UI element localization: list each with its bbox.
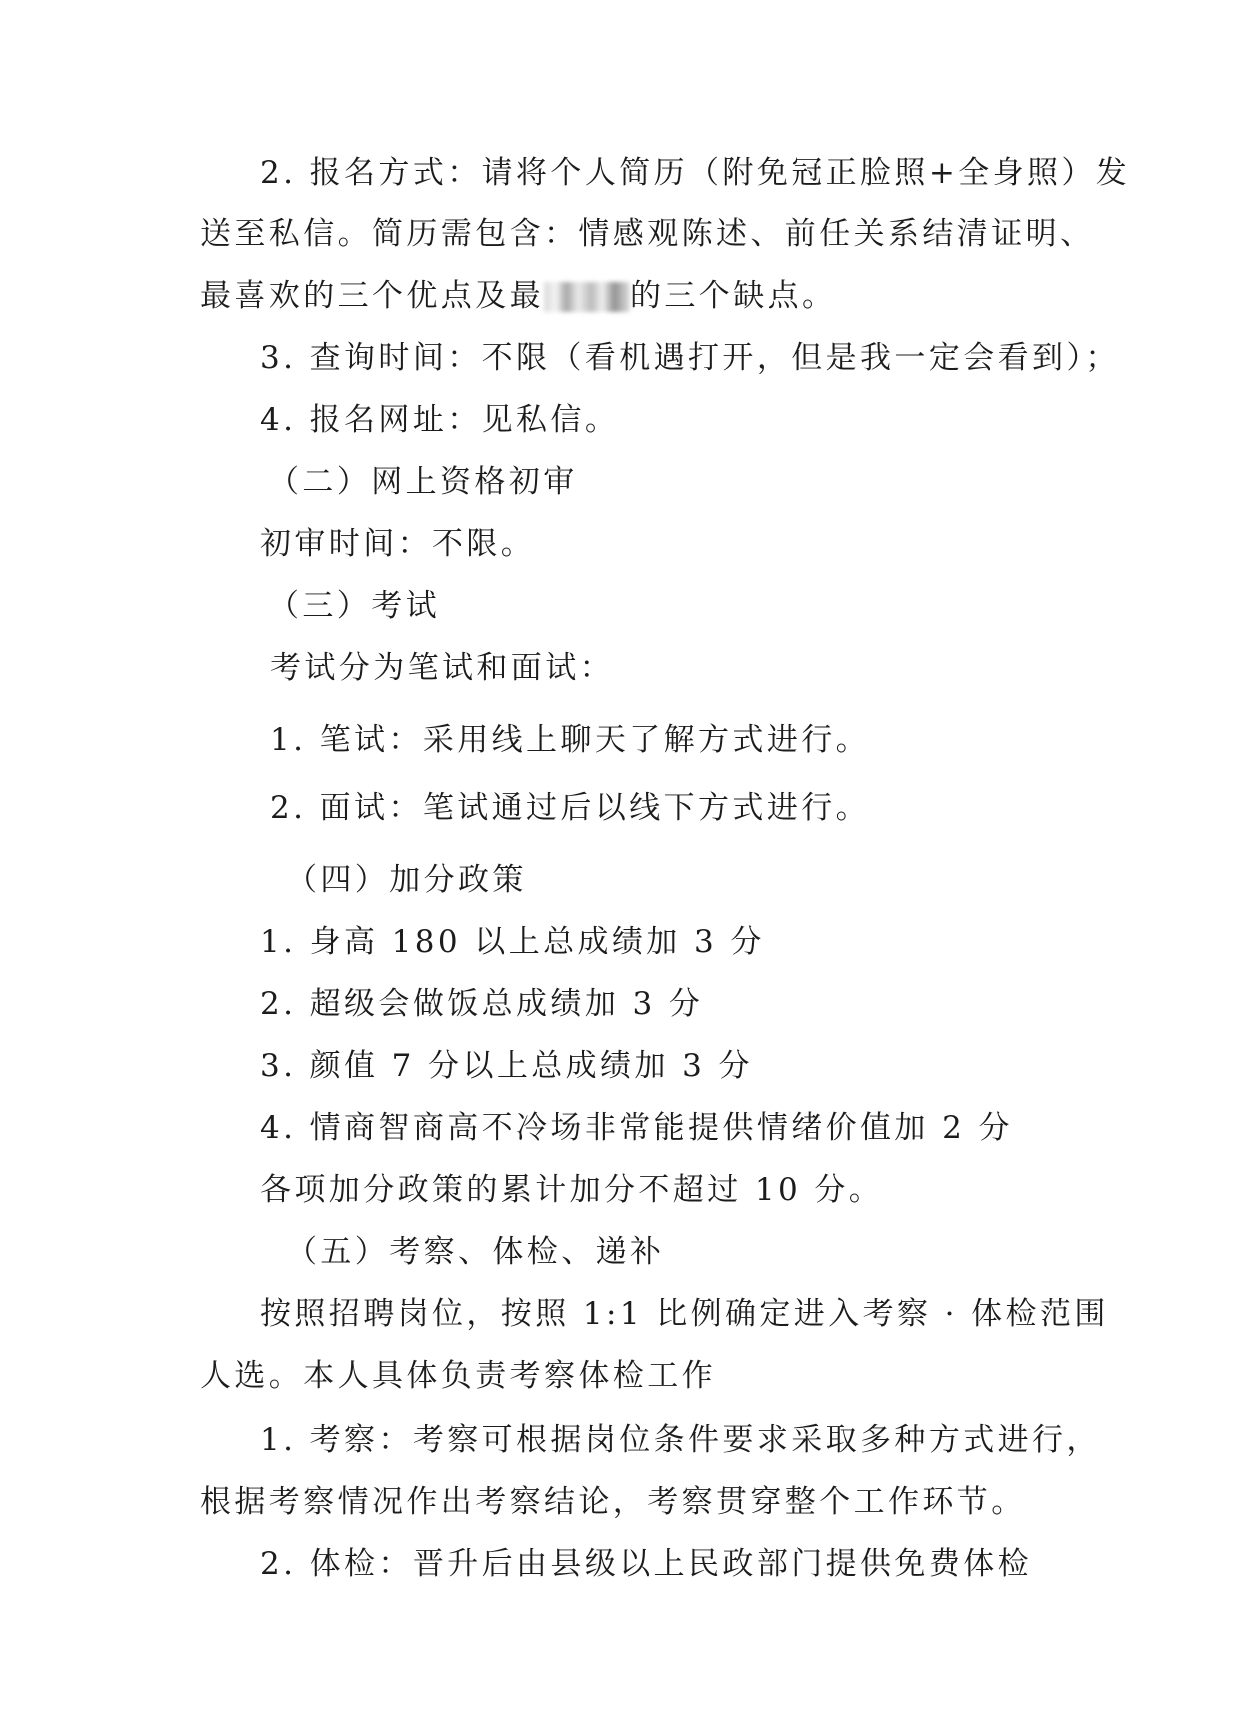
text-line-selection-ratio: 按照招聘岗位，按照 1:1 比例确定进入考察 · 体检范围: [260, 1296, 1109, 1332]
text-line-exam-types: 考试分为笔试和面试：: [270, 650, 614, 686]
text-line-bonus-eq-iq: 4. 情商智商高不冷场非常能提供情绪价值加 2 分: [260, 1110, 1013, 1146]
text-line-registration-method: 2. 报名方式：请将个人简历（附免冠正脸照+全身照）发: [260, 155, 1131, 191]
text-line-review-time: 初审时间：不限。: [260, 526, 536, 562]
text-line-registration-url: 4. 报名网址：见私信。: [260, 402, 620, 438]
text-before-redaction: 最喜欢的三个优点及最: [200, 278, 544, 314]
text-line-query-time: 3. 查询时间：不限（看机遇打开，但是我一定会看到）；: [260, 340, 1120, 376]
section-heading-bonus-policy: （四）加分政策: [286, 862, 527, 898]
text-line-bonus-cooking: 2. 超级会做饭总成绩加 3 分: [260, 986, 704, 1022]
text-line-written-exam: 1. 笔试：采用线上聊天了解方式进行。: [270, 722, 871, 758]
text-line-inspection-conclusion: 根据考察情况作出考察结论，考察贯穿整个工作环节。: [200, 1484, 1026, 1520]
text-line-bonus-height: 1. 身高 180 以上总成绩加 3 分: [260, 924, 765, 960]
redaction-blur: [544, 282, 630, 312]
text-line-bonus-cap: 各项加分政策的累计加分不超过 10 分。: [260, 1172, 884, 1208]
text-line-bonus-looks: 3. 颜值 7 分以上总成绩加 3 分: [260, 1048, 753, 1084]
section-heading-exam: （三）考试: [268, 588, 440, 624]
text-line-interview: 2. 面试：笔试通过后以线下方式进行。: [270, 790, 871, 826]
text-line-strengths-weaknesses: [200, 274, 836, 318]
section-heading-initial-review: （二）网上资格初审: [268, 464, 578, 500]
section-heading-inspection: （五）考察、体检、递补: [286, 1234, 665, 1270]
text-line-inspection-methods: 1. 考察：考察可根据岗位条件要求采取多种方式进行，: [260, 1422, 1101, 1458]
text-after-redaction: 的三个缺点。: [630, 278, 837, 314]
text-line-responsibility: 人选。本人具体负责考察体检工作: [200, 1358, 716, 1394]
text-line-resume-contents: 送至私信。简历需包含：情感观陈述、前任关系结清证明、: [200, 216, 1095, 252]
text-line-medical-exam: 2. 体检：晋升后由县级以上民政部门提供免费体检: [260, 1546, 1033, 1582]
